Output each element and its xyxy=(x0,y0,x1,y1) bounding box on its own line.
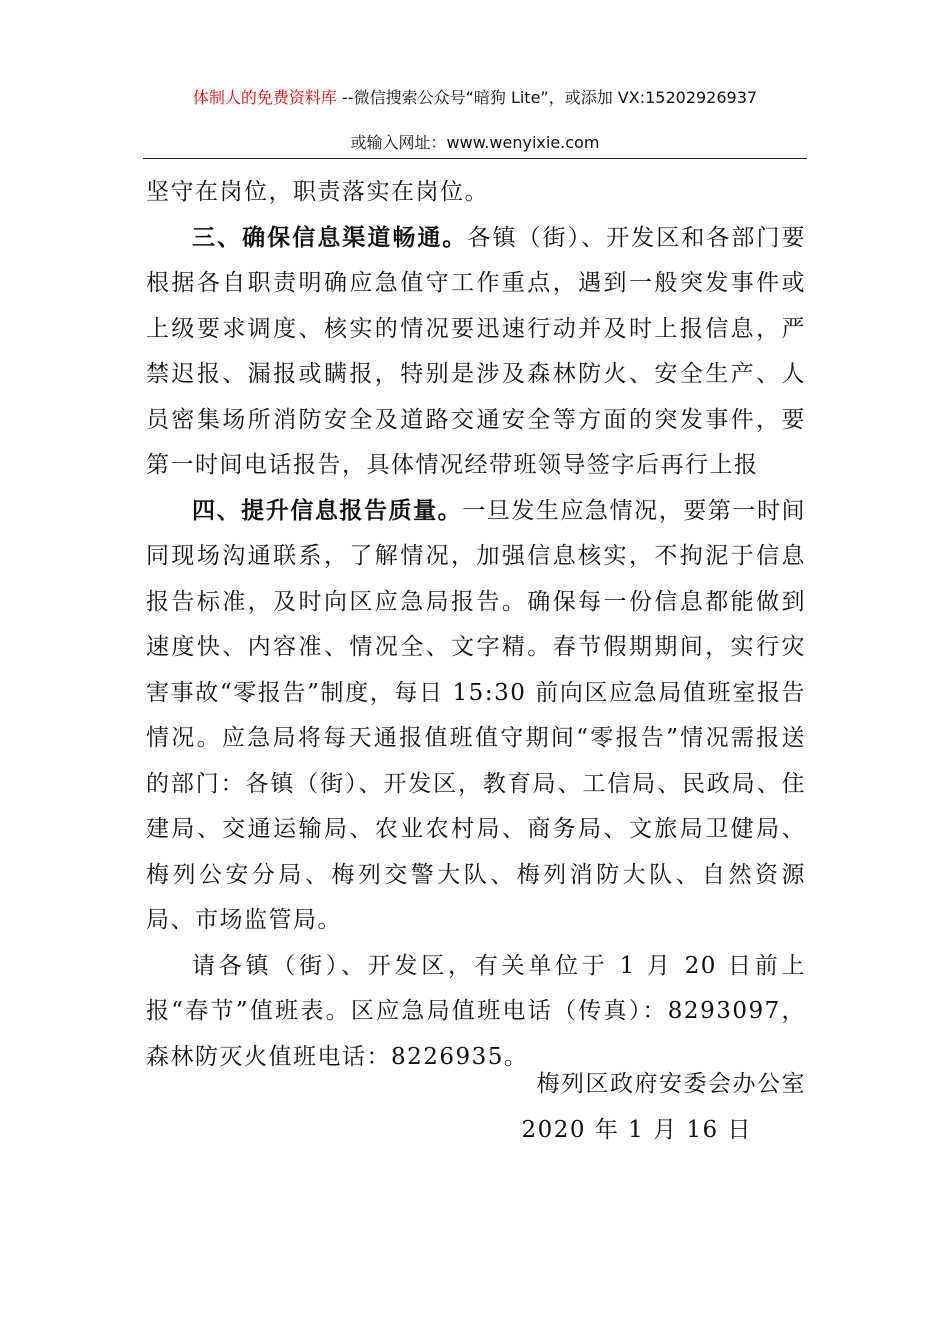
document-body xyxy=(146,170,806,1080)
signature-organization: 梅列区政府安委会办公室 xyxy=(536,1071,806,1097)
paragraph-2 xyxy=(146,216,806,489)
paragraph-4: 请各镇（街）、开发区，有关单位于 1 月 20 日前上报“春节”值班表。区应急局值班电话（传真）：8293097，森林防灭火值班电话：8226935。 xyxy=(146,952,806,1070)
header-brand: 体制人的免费资料库 xyxy=(192,88,337,107)
paragraph-2-text: 各镇（街）、开发区和各部门要根据各自职责明确应急值守工作重点，遇到一般突发事件或上级要求调度、核实的情况要迅速行动并及时上报信息，严禁迟报、漏报或瞒报，特别是涉及森林防火、安全生产、人员密集场所消防安全及道路交通安全等方面的突发事件，要第一时间电话报告，具体情况经带班领导签字后再行上报 xyxy=(146,224,807,478)
header-banner xyxy=(0,84,950,112)
paragraph-1: 坚守在岗位，职责落实在岗位。 xyxy=(146,179,489,205)
paragraph-2-heading: 三、确保信息渠道畅通。 xyxy=(192,224,468,251)
signature-date: 2020 年 1 月 16 日 xyxy=(521,1117,752,1143)
header-info: --微信搜索公众号“暗狗 Lite”，或添加 VX:15202926937 xyxy=(336,88,758,107)
paragraph-3-heading: 四、提升信息报告质量。 xyxy=(192,497,463,524)
header-website: 或输入网址：www.wenyixie.com xyxy=(350,133,600,152)
paragraph-3 xyxy=(146,489,806,944)
paragraph-3-text: 一旦发生应急情况，要第一时间同现场沟通联系，了解情况，加强信息核实，不拘泥于信息报告标准，及时向区应急局报告。确保每一份信息都能做到速度快、内容准、情况全、文字精。春节假期期间，实行灾害事故“零报告”制度，每日 15:30 前向区应急局值班室报告情况。应急局将每天通报值班值守期间“零报告”情况需报送的部门：各镇（街）、开发区，教育局、工信局、民政局、住建局、交通运输局、农业农村局、商务局、文旅局卫健局、梅列公安分局、梅列交警大队、梅列消防大队、自然资源局、市场监管局。 xyxy=(146,497,806,933)
header-divider xyxy=(143,158,807,159)
